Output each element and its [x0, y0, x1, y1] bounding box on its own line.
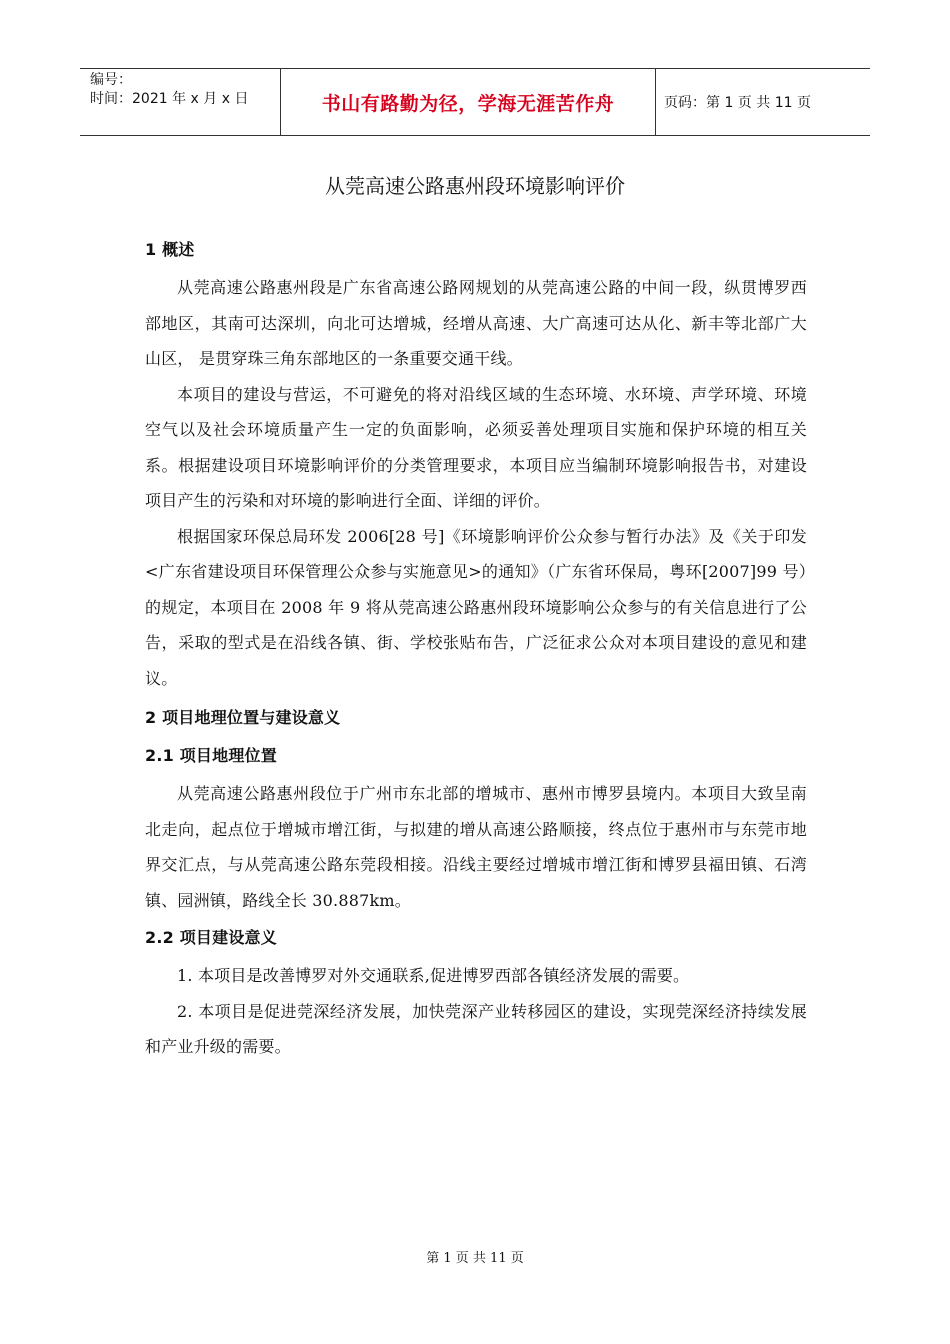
document-title: 从莞高速公路惠州段环境影响评价 [325, 174, 625, 198]
section-2-2-item-2: 2. 本项目是促进莞深经济发展，加快莞深产业转移园区的建设，实现莞深经济持续发展和产业升级的需要。 [145, 1001, 807, 1056]
section-2-2-item-1: 1. 本项目是改善博罗对外交通联系,促进博罗西部各镇经济发展的需要。 [177, 966, 690, 985]
section-2-2-heading: 2.2 项目建设意义 [145, 928, 277, 947]
document-header [80, 68, 870, 136]
section-1-paragraph-1: 从莞高速公路惠州段是广东省高速公路网规划的从莞高速公路的中间一段，纵贯博罗西部地区，其南可达深圳，向北可达增城，经增从高速、大广高速可达从化、新丰等北部广大山区， 是贯穿珠三角东部地区的一条重要交通干线。 [145, 278, 807, 368]
header-meta [80, 69, 280, 135]
header-page-info: 页码：第 1 页 共 11 页 [664, 95, 811, 111]
document-number-label: 编号： [90, 72, 132, 88]
section-1-paragraph-3: 根据国家环保总局环发 2006[28 号]《环境影响评价公众参与暂行办法》及《关于印发<广东省建设项目环保管理公众参与实施意见>的通知》（广东省环保局，粤环[2007]99 号）的规定，本项目在 2008 年 9 将从莞高速公路惠州段环境影响公众参与的有关信息进行了公告，采取的型式是在沿线各镇、街、学校张贴布告，广泛征求公众对本项目建设的意见和建议。 [145, 526, 807, 688]
header-motto: 书山有路勤为径，学海无涯苦作舟 [280, 69, 656, 135]
section-2-1-heading: 2.1 项目地理位置 [145, 746, 277, 765]
document-body [145, 228, 807, 1065]
page-footer: 第 1 页 共 11 页 [426, 1251, 524, 1266]
section-1-paragraph-2: 本项目的建设与营运，不可避免的将对沿线区域的生态环境、水环境、声学环境、环境空气以及社会环境质量产生一定的负面影响，必须妥善处理项目实施和保护环境的相互关系。根据建设项目环境影响评价的分类管理要求，本项目应当编制环境影响报告书，对建设项目产生的污染和对环境的影响进行全面、详细的评价。 [145, 384, 807, 510]
document-time-label: 时间：2021 年 x 月 x 日 [90, 91, 249, 107]
section-2-heading: 2 项目地理位置与建设意义 [145, 708, 341, 727]
section-2-1-paragraph: 从莞高速公路惠州段位于广州市东北部的增城市、惠州市博罗县境内。本项目大致呈南北走向，起点位于增城市增江街，与拟建的增从高速公路顺接，终点位于惠州市与东莞市地界交汇点，与从莞高速公路东莞段相接。沿线主要经过增城市增江街和博罗县福田镇、石湾镇、园洲镇，路线全长 30.887km。 [145, 784, 807, 910]
section-1-heading: 1 概述 [145, 240, 195, 259]
